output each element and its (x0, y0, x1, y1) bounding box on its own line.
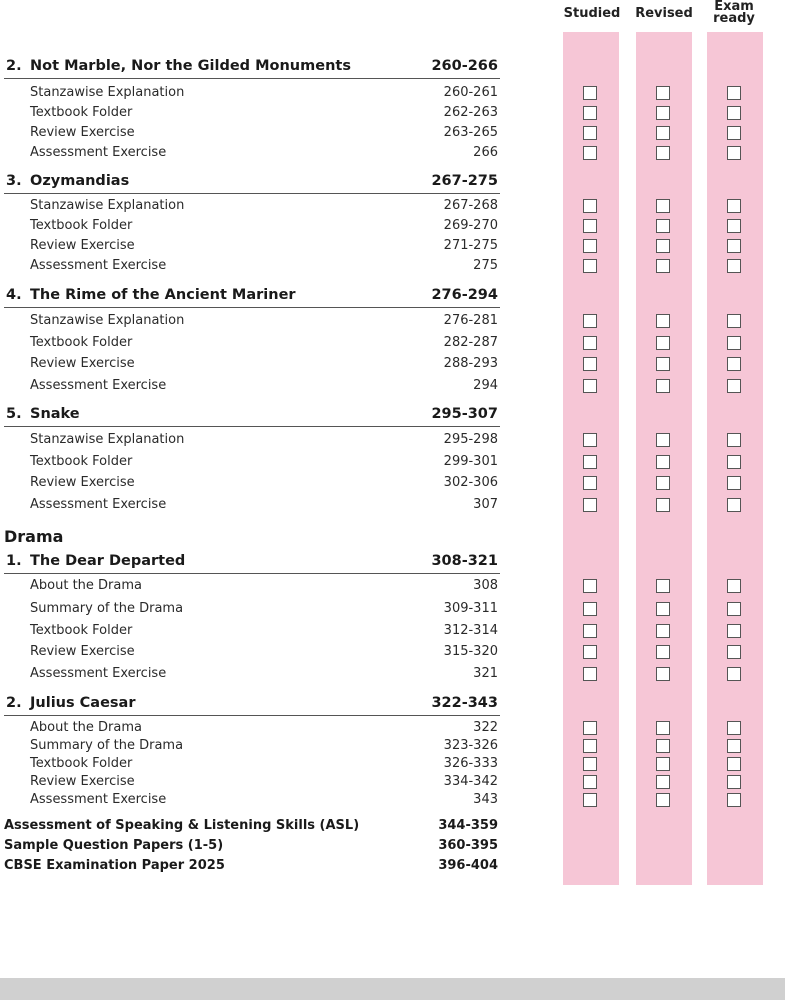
chapter-heading (4, 553, 500, 574)
entry-label: Review Exercise (30, 356, 135, 371)
checkbox-exam-ready[interactable] (727, 219, 741, 233)
entry-label: Review Exercise (30, 125, 135, 140)
checkbox-studied[interactable] (583, 126, 597, 140)
footer-line-pages: 396-404 (438, 858, 498, 873)
chapter-heading (4, 287, 500, 308)
entry-label: About the Drama (30, 578, 142, 593)
checkbox-revised[interactable] (656, 476, 670, 490)
entry-pages: 263-265 (443, 125, 498, 140)
checkbox-exam-ready[interactable] (727, 106, 741, 120)
toc-entry (30, 378, 498, 396)
checkbox-studied[interactable] (583, 314, 597, 328)
entry-pages: 326-333 (443, 756, 498, 771)
section-heading-drama: Drama (4, 527, 64, 546)
checkbox-studied[interactable] (583, 739, 597, 753)
chapter-title: Snake (30, 406, 80, 422)
checkbox-exam-ready[interactable] (727, 455, 741, 469)
checkbox-studied[interactable] (583, 602, 597, 616)
entry-label: Textbook Folder (30, 454, 133, 469)
entry-pages: 321 (473, 666, 498, 681)
checkbox-exam-ready[interactable] (727, 602, 741, 616)
checkbox-revised[interactable] (656, 379, 670, 393)
toc-entry (30, 720, 498, 738)
checkbox-exam-ready[interactable] (727, 146, 741, 160)
entry-pages: 309-311 (443, 601, 498, 616)
toc-entry (30, 738, 498, 756)
column-header-exam-ready (702, 1, 766, 25)
entry-label: Stanzawise Explanation (30, 432, 185, 447)
checkbox-revised[interactable] (656, 793, 670, 807)
checkbox-studied[interactable] (583, 379, 597, 393)
checkbox-studied[interactable] (583, 721, 597, 735)
chapter-pages: 276-294 (431, 287, 498, 303)
entry-label: Stanzawise Explanation (30, 198, 185, 213)
column-header-exam-ready-line2: ready (713, 11, 755, 26)
checkbox-exam-ready[interactable] (727, 357, 741, 371)
toc-entry (30, 432, 498, 450)
checkbox-revised[interactable] (656, 219, 670, 233)
checkbox-revised[interactable] (656, 199, 670, 213)
entry-label: Review Exercise (30, 475, 135, 490)
chapter-title: Julius Caesar (30, 695, 136, 711)
checkbox-revised[interactable] (656, 314, 670, 328)
chapter-number: 2. (6, 695, 22, 711)
entry-pages: 302-306 (443, 475, 498, 490)
chapter-heading (4, 173, 500, 194)
entry-pages: 282-287 (443, 335, 498, 350)
entry-pages: 269-270 (443, 218, 498, 233)
entry-label: Review Exercise (30, 774, 135, 789)
toc-entry (30, 238, 498, 256)
entry-pages: 275 (473, 258, 498, 273)
entry-pages: 322 (473, 720, 498, 735)
toc-entry (30, 313, 498, 331)
chapter-pages: 322-343 (431, 695, 498, 711)
checkbox-exam-ready[interactable] (727, 624, 741, 638)
chapter-number: 3. (6, 173, 22, 189)
chapter-pages: 295-307 (431, 406, 498, 422)
checkbox-studied[interactable] (583, 645, 597, 659)
checkbox-studied[interactable] (583, 86, 597, 100)
entry-label: Summary of the Drama (30, 601, 184, 616)
checkbox-revised[interactable] (656, 455, 670, 469)
checkbox-studied[interactable] (583, 259, 597, 273)
chapter-pages: 267-275 (431, 173, 498, 189)
toc-entry (30, 335, 498, 353)
toc-entry (30, 644, 498, 662)
toc-entry (30, 85, 498, 103)
column-header-exam-ready-line1: Exam (714, 0, 754, 14)
chapter-pages: 308-321 (431, 553, 498, 569)
entry-pages: 262-263 (443, 105, 498, 120)
chapter-heading (4, 58, 500, 79)
checkbox-exam-ready[interactable] (727, 476, 741, 490)
toc-entry (30, 792, 498, 810)
checkbox-exam-ready[interactable] (727, 721, 741, 735)
chapter-title: Ozymandias (30, 173, 130, 189)
checkbox-revised[interactable] (656, 259, 670, 273)
entry-label: About the Drama (30, 720, 142, 735)
checkbox-exam-ready[interactable] (727, 433, 741, 447)
entry-label: Textbook Folder (30, 218, 133, 233)
toc-entry (30, 475, 498, 493)
chapter-title: The Rime of the Ancient Mariner (30, 287, 296, 303)
checkbox-revised[interactable] (656, 146, 670, 160)
checkbox-exam-ready[interactable] (727, 239, 741, 253)
checkbox-revised[interactable] (656, 336, 670, 350)
chapter-number: 4. (6, 287, 22, 303)
checkbox-exam-ready[interactable] (727, 379, 741, 393)
entry-label: Textbook Folder (30, 105, 133, 120)
entry-pages: 276-281 (443, 313, 498, 328)
checkbox-exam-ready[interactable] (727, 126, 741, 140)
checkbox-exam-ready[interactable] (727, 667, 741, 681)
chapter-number: 5. (6, 406, 22, 422)
entry-label: Stanzawise Explanation (30, 313, 185, 328)
toc-footer-line (4, 838, 498, 856)
column-header-studied: Studied (563, 6, 621, 21)
toc-entry (30, 105, 498, 123)
checkbox-studied[interactable] (583, 357, 597, 371)
checkbox-studied[interactable] (583, 455, 597, 469)
checkbox-studied[interactable] (583, 239, 597, 253)
checkbox-exam-ready[interactable] (727, 259, 741, 273)
checkbox-studied[interactable] (583, 624, 597, 638)
checkbox-revised[interactable] (656, 126, 670, 140)
checkbox-studied[interactable] (583, 757, 597, 771)
chapter-heading (4, 695, 500, 716)
checkbox-exam-ready[interactable] (727, 199, 741, 213)
toc-entry (30, 623, 498, 641)
toc-entry (30, 756, 498, 774)
entry-pages: 307 (473, 497, 498, 512)
checkbox-revised[interactable] (656, 721, 670, 735)
entry-pages: 271-275 (443, 238, 498, 253)
toc-entry (30, 198, 498, 216)
checkbox-studied[interactable] (583, 476, 597, 490)
checkbox-exam-ready[interactable] (727, 739, 741, 753)
toc-entry (30, 578, 498, 596)
toc-footer-line (4, 858, 498, 876)
checkbox-exam-ready[interactable] (727, 314, 741, 328)
entry-pages: 312-314 (443, 623, 498, 638)
entry-pages: 299-301 (443, 454, 498, 469)
entry-label: Stanzawise Explanation (30, 85, 185, 100)
checkbox-studied[interactable] (583, 199, 597, 213)
checkbox-revised[interactable] (656, 757, 670, 771)
entry-label: Textbook Folder (30, 335, 133, 350)
checkbox-exam-ready[interactable] (727, 498, 741, 512)
checkbox-studied[interactable] (583, 336, 597, 350)
checkbox-revised[interactable] (656, 86, 670, 100)
checkbox-exam-ready[interactable] (727, 579, 741, 593)
checkbox-revised[interactable] (656, 357, 670, 371)
entry-pages: 308 (473, 578, 498, 593)
entry-pages: 295-298 (443, 432, 498, 447)
checkbox-revised[interactable] (656, 498, 670, 512)
chapter-heading (4, 406, 500, 427)
checkbox-studied[interactable] (583, 146, 597, 160)
toc-entry (30, 454, 498, 472)
entry-label: Assessment Exercise (30, 792, 167, 807)
footer-line-label: Sample Question Papers (1-5) (4, 838, 224, 853)
entry-label: Assessment Exercise (30, 497, 167, 512)
chapter-number: 2. (6, 58, 22, 74)
chapter-title: The Dear Departed (30, 553, 186, 569)
checkbox-studied[interactable] (583, 579, 597, 593)
entry-pages: 294 (473, 378, 498, 393)
footer-line-label: Assessment of Speaking & Listening Skills (ASL) (4, 818, 360, 833)
entry-label: Assessment Exercise (30, 145, 167, 160)
checkbox-studied[interactable] (583, 433, 597, 447)
entry-label: Assessment Exercise (30, 666, 167, 681)
chapter-title: Not Marble, Nor the Gilded Monuments (30, 58, 351, 74)
toc-entry (30, 601, 498, 619)
footer-line-pages: 360-395 (438, 838, 498, 853)
entry-pages: 343 (473, 792, 498, 807)
checkbox-revised[interactable] (656, 775, 670, 789)
checkbox-revised[interactable] (656, 645, 670, 659)
checkbox-revised[interactable] (656, 239, 670, 253)
entry-label: Textbook Folder (30, 623, 133, 638)
column-header-revised: Revised (635, 6, 693, 21)
entry-label: Textbook Folder (30, 756, 133, 771)
toc-entry (30, 497, 498, 515)
checkbox-exam-ready[interactable] (727, 86, 741, 100)
toc-entry (30, 774, 498, 792)
entry-label: Assessment Exercise (30, 258, 167, 273)
toc-entry (30, 258, 498, 276)
checkbox-studied[interactable] (583, 219, 597, 233)
entry-pages: 260-261 (443, 85, 498, 100)
checkbox-exam-ready[interactable] (727, 336, 741, 350)
checkbox-exam-ready[interactable] (727, 757, 741, 771)
checkbox-revised[interactable] (656, 602, 670, 616)
checkbox-studied[interactable] (583, 793, 597, 807)
entry-pages: 323-326 (443, 738, 498, 753)
entry-label: Summary of the Drama (30, 738, 184, 753)
bottom-strip (0, 978, 785, 1000)
entry-pages: 266 (473, 145, 498, 160)
checkbox-revised[interactable] (656, 667, 670, 681)
checkbox-exam-ready[interactable] (727, 645, 741, 659)
toc-entry (30, 218, 498, 236)
checkbox-revised[interactable] (656, 579, 670, 593)
checkbox-revised[interactable] (656, 739, 670, 753)
toc-entry (30, 125, 498, 143)
entry-label: Review Exercise (30, 238, 135, 253)
footer-line-label: CBSE Examination Paper 2025 (4, 858, 225, 873)
checkbox-revised[interactable] (656, 624, 670, 638)
footer-line-pages: 344-359 (438, 818, 498, 833)
checkbox-studied[interactable] (583, 775, 597, 789)
toc-footer-line (4, 818, 498, 836)
toc-entry (30, 356, 498, 374)
checkbox-studied[interactable] (583, 667, 597, 681)
chapter-pages: 260-266 (431, 58, 498, 74)
entry-pages: 334-342 (443, 774, 498, 789)
chapter-number: 1. (6, 553, 22, 569)
checkbox-studied[interactable] (583, 498, 597, 512)
entry-pages: 315-320 (443, 644, 498, 659)
checkbox-studied[interactable] (583, 106, 597, 120)
toc-entry (30, 145, 498, 163)
toc-entry (30, 666, 498, 684)
entry-label: Assessment Exercise (30, 378, 167, 393)
entry-label: Review Exercise (30, 644, 135, 659)
checkbox-exam-ready[interactable] (727, 775, 741, 789)
entry-pages: 267-268 (443, 198, 498, 213)
checkbox-revised[interactable] (656, 433, 670, 447)
entry-pages: 288-293 (443, 356, 498, 371)
checkbox-exam-ready[interactable] (727, 793, 741, 807)
checkbox-revised[interactable] (656, 106, 670, 120)
